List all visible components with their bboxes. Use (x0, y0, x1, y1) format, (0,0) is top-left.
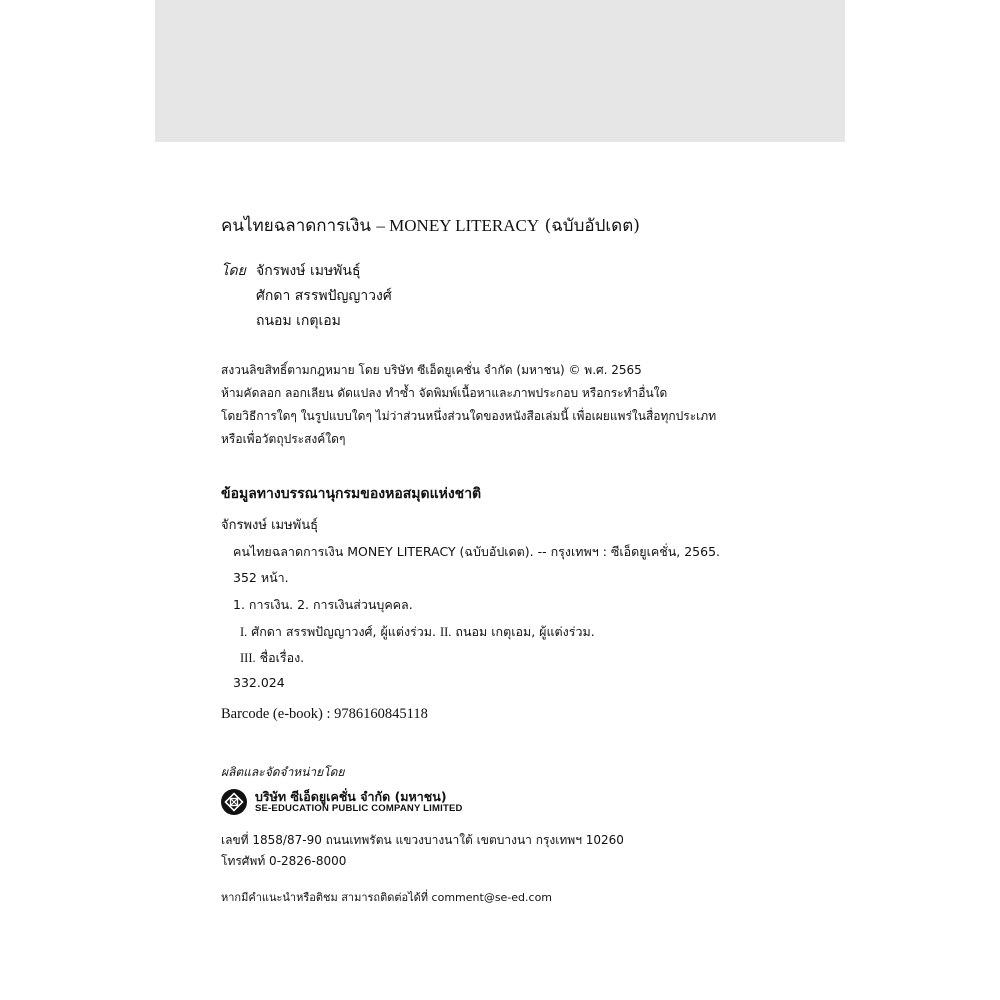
publisher-address: เลขที่ 1858/87-90 ถนนเทพรัตน แขวงบางนาใต้ เขตบางนา กรุงเทพฯ 10260 (221, 833, 624, 847)
publisher-name-english: SE-EDUCATION PUBLIC COMPANY LIMITED (255, 803, 463, 814)
publisher-name-thai: บริษัท ซีเอ็ดยูเคชั่น จำกัด (มหาชน) (255, 789, 447, 804)
book-title-english: – MONEY LITERACY (376, 216, 540, 235)
book-title-thai: คนไทยฉลาดการเงิน (221, 216, 371, 236)
book-title-edition: (ฉบับอัปเดต) (544, 216, 640, 236)
cip-subjects: 1. การเงิน. 2. การเงินส่วนบุคคล. (233, 597, 413, 612)
cip-added-entries: III. ชื่อเรื่อง. (240, 650, 305, 665)
barcode-line: Barcode (e-book) : 9786160845118 (221, 706, 428, 722)
author-1: จักรพงษ์ เมษพันธุ์ (256, 263, 361, 279)
cip-title-line: คนไทยฉลาดการเงิน MONEY LITERACY (ฉบับอัปเดต). -- กรุงเทพฯ : ซีเอ็ดยูเคชั่น, 2565. (233, 544, 720, 559)
feedback-note: หากมีคำแนะนำหรือติชม สามารถติดต่อได้ที่ comment@se-ed.com (221, 891, 553, 904)
cip-pages: 352 หน้า. (233, 570, 289, 585)
copyright-line: หรือเพื่อวัตถุประสงค์ใดๆ (221, 432, 346, 446)
copyright-line: ห้ามคัดลอก ลอกเลียน ดัดแปลง ทำซ้ำ จัดพิมพ์เนื้อหาและภาพประกอบ หรือกระทำอื่นใด (221, 386, 668, 400)
by-label: โดย (221, 263, 246, 279)
author-2: ศักดา สรรพปัญญาวงศ์ (256, 288, 392, 304)
produced-by-label: ผลิตและจัดจำหน่ายโดย (221, 765, 345, 779)
cip-classification: 332.024 (233, 675, 285, 690)
se-ed-logo-icon (221, 789, 247, 815)
cip-added-entries: I. ศักดา สรรพปัญญาวงศ์, ผู้แต่งร่วม. II. ถนอม เกตุเอม, ผู้แต่งร่วม. (240, 624, 595, 639)
cip-main-author: จักรพงษ์ เมษพันธุ์ (221, 518, 319, 533)
cip-heading: ข้อมูลทางบรรณานุกรมของหอสมุดแห่งชาติ (221, 486, 482, 502)
publisher-phone: โทรศัพท์ 0-2826-8000 (221, 854, 347, 868)
book-title (221, 212, 640, 239)
copyright-line: สงวนลิขสิทธิ์ตามกฎหมาย โดย บริษัท ซีเอ็ดยูเคชั่น จำกัด (มหาชน) © พ.ศ. 2565 (221, 363, 642, 377)
author-3: ถนอม เกตุเอม (256, 313, 341, 329)
copyright-line: โดยวิธีการใดๆ ในรูปแบบใดๆ ไม่ว่าส่วนหนึ่งส่วนใดของหนังสือเล่มนี้ เพื่อเผยแพร่ในสื่อทุกประเภท (221, 409, 717, 423)
